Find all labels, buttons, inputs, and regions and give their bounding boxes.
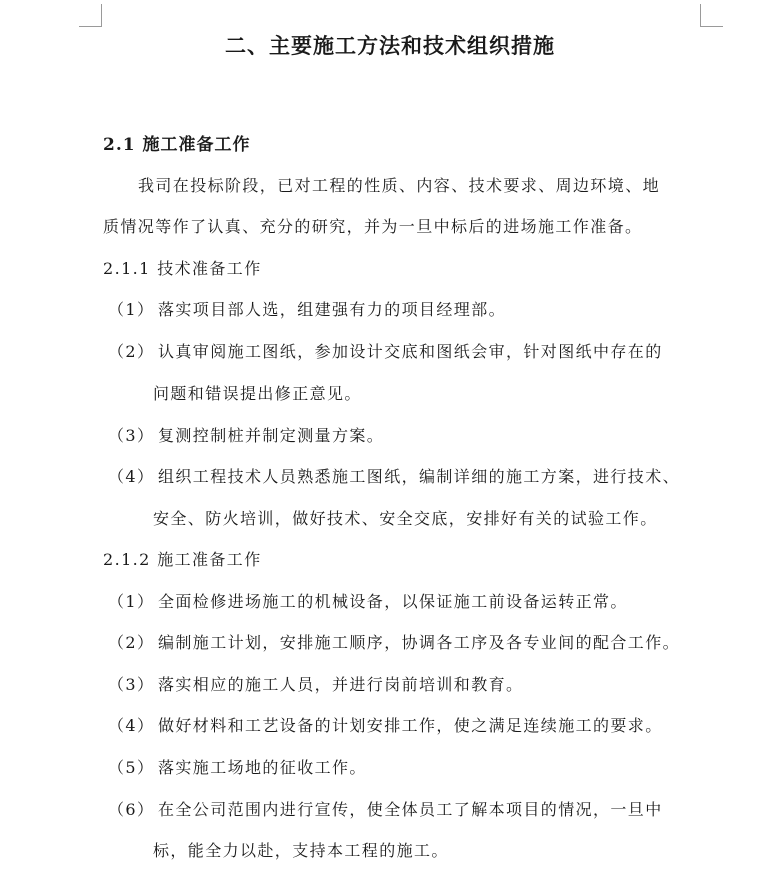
- list-item-text: 落实施工场地的征收工作。: [158, 758, 367, 777]
- list-item: [108, 630, 680, 653]
- subsection-heading-construction: 2.1.2 施工准备工作: [103, 550, 262, 569]
- list-item-number: （2）: [108, 633, 155, 652]
- list-item-number: （4）: [108, 467, 155, 486]
- list-item-number: （5）: [108, 758, 155, 777]
- list-item-number: （6）: [108, 800, 155, 819]
- section-heading: 2.1 施工准备工作: [103, 135, 251, 155]
- list-item: [108, 797, 663, 820]
- subsection-heading-technical: 2.1.1 技术准备工作: [103, 259, 262, 278]
- list-item: [108, 464, 680, 487]
- list-item-text: 在全公司范围内进行宣传，使全体员工了解本项目的情况，一旦中: [158, 800, 663, 819]
- intro-paragraph-line-2: 质情况等作了认真、充分的研究，并为一旦中标后的进场施工作准备。: [103, 217, 643, 236]
- list-item-text: 全面检修进场施工的机械设备，以保证施工前设备运转正常。: [158, 592, 628, 611]
- margin-corner-top-right: [700, 4, 723, 27]
- list-item: [108, 672, 523, 695]
- list-item-continuation: 问题和错误提出修正意见。: [153, 384, 362, 403]
- list-item-text: 组织工程技术人员熟悉施工图纸，编制详细的施工方案，进行技术、: [158, 467, 681, 486]
- list-item: [108, 755, 367, 778]
- list-item-number: （1）: [108, 300, 155, 319]
- list-item-number: （1）: [108, 592, 155, 611]
- list-item-number: （2）: [108, 342, 155, 361]
- list-item-number: （3）: [108, 426, 155, 445]
- list-item-continuation: 标，能全力以赴，支持本工程的施工。: [153, 841, 449, 860]
- list-item: [108, 423, 384, 446]
- list-item-text: 落实项目部人选，组建强有力的项目经理部。: [158, 300, 507, 319]
- list-item-text: 认真审阅施工图纸，参加设计交底和图纸会审，针对图纸中存在的: [158, 342, 663, 361]
- list-item: [108, 589, 628, 612]
- list-item-text: 编制施工计划，安排施工顺序，协调各工序及各专业间的配合工作。: [158, 633, 681, 652]
- list-item-number: （3）: [108, 675, 155, 694]
- list-item-number: （4）: [108, 716, 155, 735]
- list-item-text: 做好材料和工艺设备的计划安排工作，使之满足连续施工的要求。: [158, 716, 663, 735]
- list-item-continuation: 安全、防火培训，做好技术、安全交底，安排好有关的试验工作。: [153, 509, 658, 528]
- list-item-text: 复测控制桩并制定测量方案。: [158, 426, 385, 445]
- page-title: 二、主要施工方法和技术组织措施: [225, 33, 555, 58]
- intro-paragraph-line-1: 我司在投标阶段，已对工程的性质、内容、技术要求、周边环境、地: [138, 176, 661, 195]
- list-item: [108, 713, 663, 736]
- margin-corner-top-left: [79, 4, 102, 27]
- list-item: [108, 339, 663, 362]
- list-item: [108, 297, 506, 320]
- list-item-text: 落实相应的施工人员，并进行岗前培训和教育。: [158, 675, 524, 694]
